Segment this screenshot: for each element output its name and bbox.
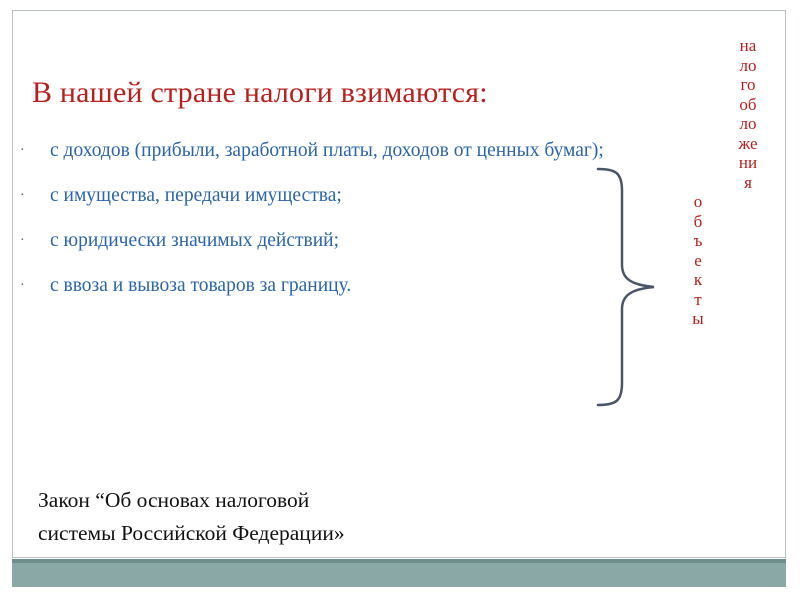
vertical-label-objects [686, 192, 710, 329]
bullet-item [20, 224, 660, 257]
bullet-marker: · [20, 278, 25, 293]
bullet-item [20, 269, 660, 302]
vertical-char: о [693, 192, 703, 211]
law-line: Закон “Об основах налоговой [38, 488, 310, 512]
vertical-syllable: ни [738, 153, 758, 172]
vertical-syllable: на [739, 36, 757, 55]
footer-stripe [12, 559, 786, 563]
vertical-char: к [693, 270, 703, 289]
vertical-label-taxation [728, 36, 768, 192]
vertical-syllable: об [739, 94, 757, 114]
slide-heading: В нашей стране налоги взимаются: [32, 76, 488, 109]
bullet-marker: · [20, 188, 25, 203]
vertical-char: е [694, 250, 702, 270]
law-reference [38, 484, 345, 550]
vertical-syllable: го [740, 75, 756, 94]
bullet-text: с ввоза и вывоза товаров за границу. [50, 275, 352, 296]
bullet-marker: · [20, 233, 25, 248]
vertical-char: б [693, 211, 703, 231]
vertical-char: ъ [693, 231, 703, 250]
bullet-text: с юридически значимых действий; [50, 230, 340, 251]
vertical-char: ы [692, 309, 704, 328]
curly-brace-icon [592, 165, 672, 410]
vertical-syllable: ло [739, 114, 757, 133]
bullet-list [20, 134, 660, 314]
bullet-item [20, 179, 660, 212]
law-line: системы Российской Федерации» [38, 521, 345, 545]
bullet-item [20, 134, 660, 167]
vertical-syllable: ло [739, 55, 757, 75]
vertical-syllable: я [744, 172, 752, 192]
footer-bar [12, 559, 786, 587]
vertical-char: т [694, 289, 702, 309]
vertical-syllable: же [738, 133, 758, 153]
bullet-marker: · [20, 143, 25, 158]
bullet-text: с доходов (прибыли, заработной платы, доходов от ценных бумаг); [50, 140, 604, 161]
bullet-text: с имущества, передачи имущества; [50, 185, 342, 206]
